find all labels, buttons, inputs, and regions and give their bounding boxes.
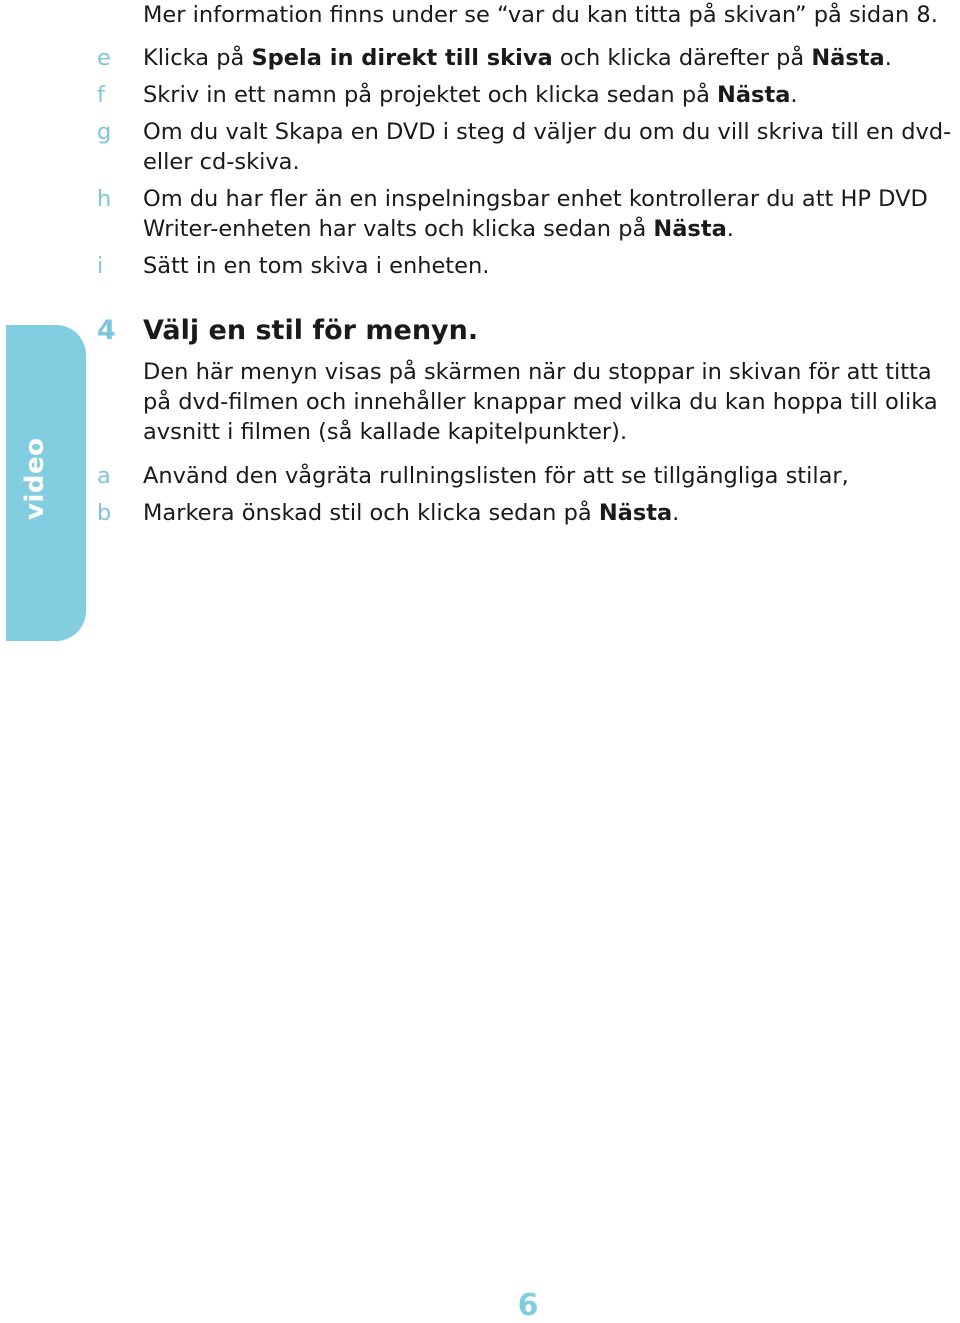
section-number: 4 [97, 315, 116, 346]
step-text [143, 498, 954, 528]
step-bold-term: Spela in direkt till skiva [251, 45, 553, 71]
section-description: Den här menyn visas på skärmen när du stoppar in skivan för att titta på dvd-filmen och innehåller knappar med vilka du kan hoppa till olika avsnitt i filmen (så kallade kapitelpunkter). [143, 359, 938, 445]
step-bold-term: Nästa [717, 82, 791, 108]
page-number: 6 [517, 1288, 539, 1323]
step-text [143, 184, 954, 244]
step-text-part: . [884, 45, 892, 71]
step-text: Om du valt Skapa en DVD i steg d väljer du om du vill skriva till en dvd- eller cd-skiva. [143, 119, 952, 175]
step-text [143, 43, 954, 73]
step-text-part: . [672, 500, 680, 526]
intro-line: Mer information finns under se “var du kan titta på skivan” på sidan 8. [143, 2, 938, 28]
step-letter: f [97, 82, 105, 108]
step-text-part: Om du har fler än en inspelningsbar enhet kontrollerar du att HP DVD Writer-enheten har valts och klicka sedan på [143, 186, 928, 242]
step-text-part: Skriv in ett namn på projektet och klicka sedan på [143, 82, 718, 108]
step-letter: e [97, 45, 111, 71]
step-text: Sätt in en tom skiva i enheten. [143, 253, 490, 279]
side-tab-label: video [20, 437, 50, 520]
step-text-part: . [790, 82, 798, 108]
step-bold-term: Nästa [653, 216, 727, 242]
step-text-part: Markera önskad stil och klicka sedan på [143, 500, 599, 526]
step-letter: g [97, 119, 112, 145]
step-letter: b [97, 500, 112, 526]
step-bold-term: Nästa [598, 500, 673, 526]
step-text [143, 80, 954, 110]
step-letter: h [97, 186, 112, 212]
step-bold-term: Nästa [811, 45, 885, 71]
step-letter: a [97, 463, 111, 489]
step-text-part: och klicka därefter på [552, 45, 812, 71]
step-text-part: . [726, 216, 734, 242]
step-text-part: Klicka på [143, 45, 252, 71]
step-letter: i [97, 253, 104, 279]
step-text: Använd den vågräta rullningslisten för att se tillgängliga stilar, [143, 463, 849, 489]
section-title: Välj en stil för menyn. [143, 315, 479, 346]
